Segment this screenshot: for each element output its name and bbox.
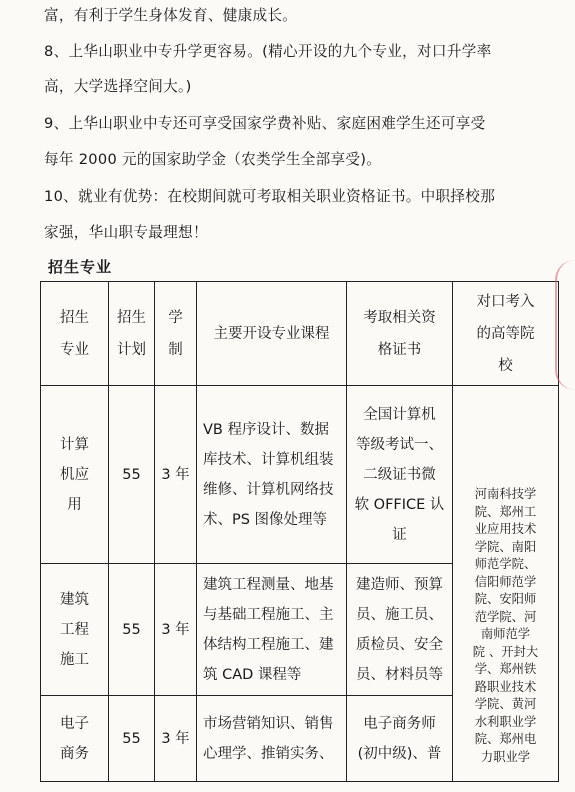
paragraph-line: 9、上华山职业中专还可享受国家学费补贴、家庭困难学生还可享受 bbox=[44, 115, 486, 132]
cell-major bbox=[41, 696, 109, 782]
text-line: 学、郑州铁 bbox=[474, 662, 537, 676]
cell-certs bbox=[347, 386, 453, 564]
text-line: 院、郑州电 bbox=[474, 732, 537, 746]
header-schools bbox=[453, 282, 559, 386]
paragraph-line: 每年 2000 元的国家助学金（农类学生全部享受)。 bbox=[44, 151, 382, 168]
text-line: 的高等院 bbox=[476, 325, 535, 342]
text-line: 市场营销知识、销售 bbox=[203, 715, 334, 732]
cell-duration: 3 年 bbox=[155, 386, 197, 564]
text-line: 院 、开封大 bbox=[472, 644, 539, 659]
text-line: 用 bbox=[67, 496, 82, 513]
text-line: 南师范学 bbox=[480, 627, 531, 641]
text-line: 路职业技术 bbox=[474, 679, 537, 694]
text-line: 范学院、河 bbox=[474, 609, 537, 624]
enrollment-table bbox=[40, 281, 559, 782]
cell-certs bbox=[347, 564, 453, 696]
section-heading: 招生专业 bbox=[48, 258, 113, 276]
cell-plan: 55 bbox=[109, 386, 155, 564]
text-line: 筑 CAD 课程等 bbox=[203, 666, 302, 683]
text-line: 电子 bbox=[60, 715, 89, 732]
text-line: 信阳师范学 bbox=[474, 574, 537, 589]
text-line: 员、材料员等 bbox=[356, 666, 443, 683]
cell-certs bbox=[347, 696, 453, 782]
text-line: 商务 bbox=[60, 745, 89, 762]
text-line: 机应 bbox=[60, 466, 89, 483]
text-line: VB 程序设计、数据 bbox=[203, 421, 329, 438]
paragraph-line: 8、上华山职业中专升学更容易。(精心开设的九个专业，对口升学率 bbox=[44, 43, 492, 60]
text-line: 电子商务师 bbox=[363, 715, 436, 732]
text-line: 院、安阳师 bbox=[474, 592, 537, 606]
header-courses: 主要开设专业课程 bbox=[197, 282, 347, 386]
cell-duration: 3 年 bbox=[155, 696, 197, 782]
header-duration bbox=[155, 282, 197, 386]
paragraph-line: 10、就业有优势：在校期间就可考取相关职业资格证书。中职择校那 bbox=[44, 188, 496, 205]
text-line: 等级考试一、 bbox=[356, 436, 443, 453]
header-major bbox=[41, 282, 109, 386]
paragraph-line: 高，大学选择空间大。) bbox=[44, 78, 192, 95]
text-line: 工程 bbox=[60, 621, 89, 638]
text-line: 软 OFFICE 认 bbox=[354, 496, 445, 513]
cell-courses bbox=[197, 564, 347, 696]
text-line: 院、郑州工 bbox=[474, 504, 537, 519]
text-line: 专业 bbox=[60, 341, 89, 358]
text-line: 库技术、计算机组装 bbox=[203, 451, 334, 468]
text-line: 学院、黄河 bbox=[474, 697, 537, 711]
text-line: 建筑 bbox=[60, 591, 89, 608]
text-line: 对口考入 bbox=[476, 293, 535, 310]
cell-major bbox=[41, 564, 109, 696]
header-certs bbox=[347, 282, 453, 386]
text-line: 二级证书微 bbox=[363, 466, 436, 483]
text-line: 招生 bbox=[60, 309, 89, 326]
text-line: 考取相关资 bbox=[363, 309, 436, 326]
text-line: (初中级)、普 bbox=[357, 745, 442, 762]
text-line: 计划 bbox=[117, 341, 146, 358]
text-line: 校 bbox=[498, 357, 513, 374]
text-line: 师范学院、 bbox=[474, 557, 537, 571]
text-line: 水利职业学 bbox=[474, 714, 537, 729]
text-line: 计算 bbox=[60, 436, 89, 453]
text-line: 员、施工员、 bbox=[356, 606, 443, 623]
text-line: 与基础工程施工、主 bbox=[203, 606, 334, 623]
text-line: 格证书 bbox=[377, 341, 422, 358]
cell-courses bbox=[197, 386, 347, 564]
text-line: 学院、南阳 bbox=[474, 539, 537, 554]
cell-schools bbox=[453, 386, 559, 782]
cell-courses bbox=[197, 696, 347, 782]
text-line: 施工 bbox=[60, 651, 89, 668]
text-line: 维修、计算机网络技 bbox=[203, 481, 334, 498]
text-line: 招生 bbox=[117, 309, 146, 326]
table-row bbox=[41, 386, 559, 564]
header-plan bbox=[109, 282, 155, 386]
cell-major bbox=[41, 386, 109, 564]
text-line: 全国计算机 bbox=[363, 406, 436, 423]
text-line: 制 bbox=[168, 341, 183, 358]
text-line: 术、PS 图像处理等 bbox=[203, 511, 328, 528]
text-line: 体结构工程施工、建 bbox=[203, 636, 334, 653]
paragraph-line: 家强，华山职专最理想！ bbox=[44, 224, 208, 241]
text-line: 学 bbox=[168, 309, 183, 326]
cell-plan: 55 bbox=[109, 696, 155, 782]
paragraph-line: 富，有利于学生身体发育、健康成长。 bbox=[44, 7, 298, 24]
text-line: 心理学、推销实务、 bbox=[203, 745, 334, 762]
cell-duration: 3 年 bbox=[155, 564, 197, 696]
text-line: 业应用技术 bbox=[474, 522, 537, 536]
red-stamp-mark bbox=[555, 260, 575, 390]
cell-plan: 55 bbox=[109, 564, 155, 696]
text-line: 建筑工程测量、地基 bbox=[203, 576, 334, 593]
text-line: 证 bbox=[392, 526, 407, 543]
text-line: 力职业学 bbox=[480, 749, 531, 764]
text-line: 河南科技学 bbox=[474, 487, 537, 501]
text-line: 质检员、安全 bbox=[356, 636, 443, 653]
text-line: 建造师、预算 bbox=[356, 576, 443, 593]
